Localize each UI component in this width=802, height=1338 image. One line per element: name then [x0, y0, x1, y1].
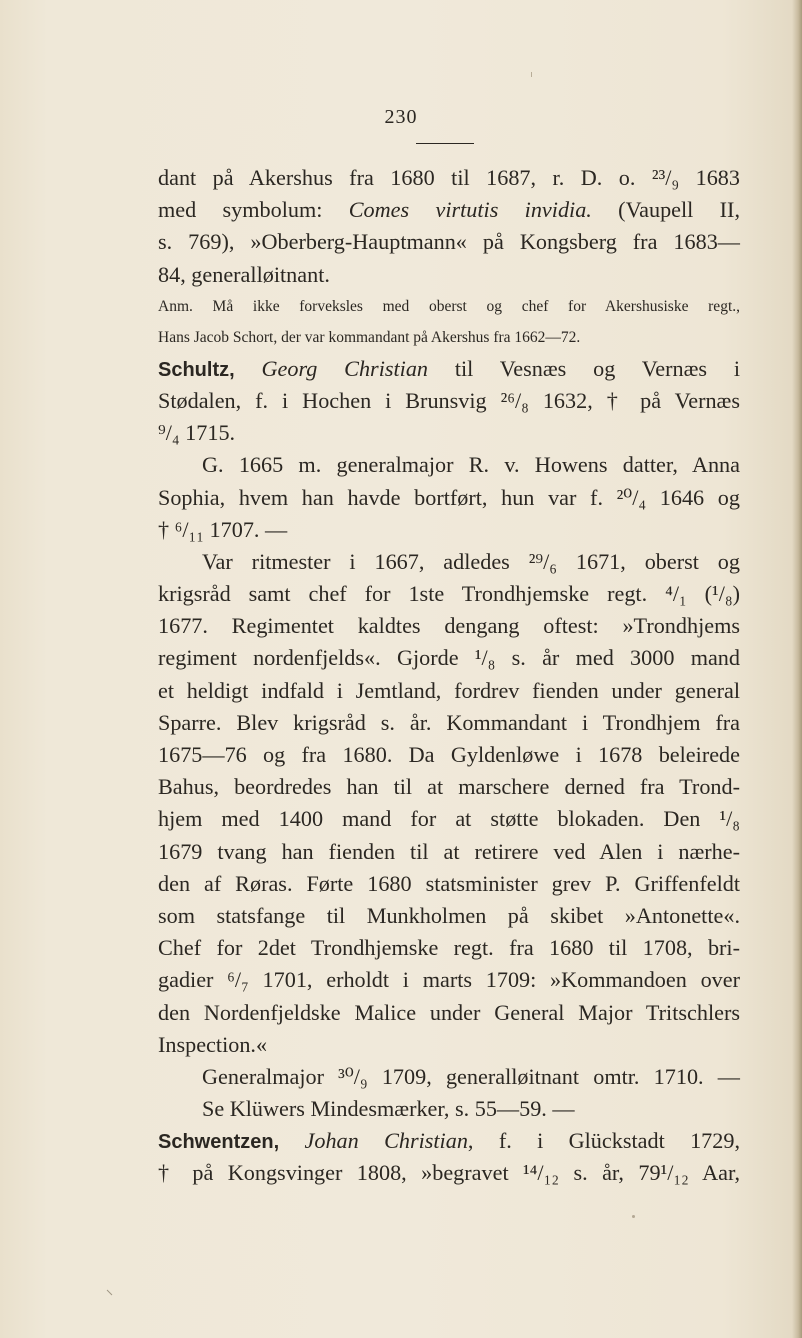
text-line: [158, 997, 740, 1029]
line-text: Se Klüwers Mindesmærker, s. 55—59. —: [202, 1096, 575, 1122]
footnote-line: [158, 322, 740, 353]
line-text: [235, 356, 262, 381]
line-text: † ⁶/₁₁ 1707. —: [158, 516, 288, 542]
line-text: den af Røras. Førte 1680 statsminister grev P. Griffenfeldt: [158, 870, 740, 896]
body-text: [158, 162, 740, 1190]
line-text: s. 769), »Oberberg-Hauptmann« på Kongsberg fra 1683—: [158, 229, 740, 255]
text-line: [158, 771, 740, 803]
line-text: G. 1665 m. generalmajor R. v. Howens datter, Anna: [202, 452, 740, 478]
line-text: Var ritmester i 1667, adledes ²⁹/₆ 1671, oberst og: [202, 548, 740, 574]
line-text: Bahus, beordredes han til at marschere derned fra Trond-: [158, 774, 740, 800]
line-text: Generalmajor ³⁰/₉ 1709, generalløitnant omtr. 1710. —: [202, 1063, 740, 1089]
text-line: [158, 836, 740, 868]
line-text: hjem med 1400 mand for at støtte blokaden. Den ¹/₈: [158, 806, 740, 832]
text-line: [158, 932, 740, 964]
page-number-rule: [416, 143, 474, 144]
page-number: 230: [384, 106, 418, 128]
line-text: ⁹/₄ 1715.: [158, 420, 236, 446]
line-text: [279, 1128, 304, 1153]
text-line: [158, 900, 740, 932]
text-line: [158, 385, 740, 417]
italic-text: Georg Christian: [261, 355, 429, 381]
line-text: 1675—76 og fra 1680. Da Gyldenløwe i 1678 beleirede: [158, 742, 740, 767]
text-line: [158, 514, 740, 546]
line-text: dant på Akershus fra 1680 til 1687, r. D. o. ²³/₉ 1683: [158, 165, 740, 190]
line-text: Chef for 2det Trondhjemske regt. fra 1680 til 1708, bri-: [158, 935, 740, 961]
text-line: [158, 417, 740, 449]
line-text: et heldigt indfald i Jemtland, fordrev fienden under general: [158, 677, 740, 703]
text-line: [158, 1125, 740, 1157]
line-text: gadier ⁶/₇ 1701, erholdt i marts 1709: »Kommandoen over: [158, 967, 740, 993]
entry-surname: Schwentzen,: [158, 1131, 280, 1154]
italic-text: Comes virtutis invidia.: [348, 197, 592, 223]
text-line: [158, 1093, 740, 1125]
scan-speck: [531, 72, 532, 77]
line-text: 1677. Regimentet kaldtes dengang oftest: »Trondhjems: [158, 613, 740, 639]
line-text: Anm. Må ikke forveksles med oberst og chef for Akershusiske regt.,: [158, 297, 740, 315]
text-line: [158, 610, 740, 642]
text-line: [158, 803, 740, 835]
text-line: [158, 162, 740, 194]
line-text: 84, generalløitnant.: [158, 261, 330, 287]
entry-surname: Schultz,: [158, 358, 235, 381]
scan-speck: [632, 1215, 635, 1218]
line-text: til Vesnæs og Vernæs i: [428, 355, 740, 381]
line-text: med symbolum:: [158, 197, 349, 223]
line-text: Sophia, hvem han havde bortført, hun var f. ²⁰/₄ 1646 og: [158, 484, 740, 510]
text-line: [158, 449, 740, 481]
text-line: [158, 707, 740, 739]
line-text: (Vaupell II,: [591, 197, 740, 223]
text-line: [158, 1157, 740, 1189]
page-edge-shadow: [792, 0, 802, 1338]
text-line: [158, 353, 740, 385]
line-text: Inspection.«: [158, 1031, 268, 1057]
footnote-line: [158, 291, 740, 322]
text-line: [158, 739, 740, 771]
line-text: Sparre. Blev krigsråd s. år. Kommandant i Trondhjem fra: [158, 709, 740, 735]
italic-text: Johan Christian: [304, 1128, 468, 1154]
text-line: [158, 868, 740, 900]
line-text: krigsråd samt chef for 1ste Trondhjemske regt. ⁴/₁ (¹/₈): [158, 581, 740, 607]
text-line: [158, 642, 740, 674]
text-line: [158, 259, 740, 291]
text-line: [158, 546, 740, 578]
text-line: [158, 964, 740, 996]
text-line: [158, 578, 740, 610]
line-text: Hans Jacob Schort, der var kommandant på Akershus fra 1662—72.: [158, 328, 581, 346]
text-line: [158, 1029, 740, 1061]
line-text: , f. i Glückstadt 1729,: [467, 1128, 741, 1154]
line-text: 1679 tvang han fienden til at retirere ved Alen i nærhe-: [158, 838, 740, 864]
line-text: som statsfange til Munkholmen på skibet »Antonette«.: [158, 902, 740, 928]
text-line: [158, 226, 740, 258]
text-line: [158, 194, 740, 226]
line-text: † på Kongsvinger 1808, »begravet ¹⁴/₁₂ s. år, 79¹/₁₂ Aar,: [158, 1160, 740, 1186]
line-text: den Nordenfjeldske Malice under General Major Tritschlers: [158, 999, 740, 1025]
line-text: regiment nordenfjelds«. Gjorde ¹/₈ s. år med 3000 mand: [158, 645, 740, 671]
text-line: [158, 482, 740, 514]
text-line: [158, 1061, 740, 1093]
text-line: [158, 675, 740, 707]
line-text: Stødalen, f. i Hochen i Brunsvig ²⁶/₈ 1632, † på Vernæs: [158, 387, 740, 413]
